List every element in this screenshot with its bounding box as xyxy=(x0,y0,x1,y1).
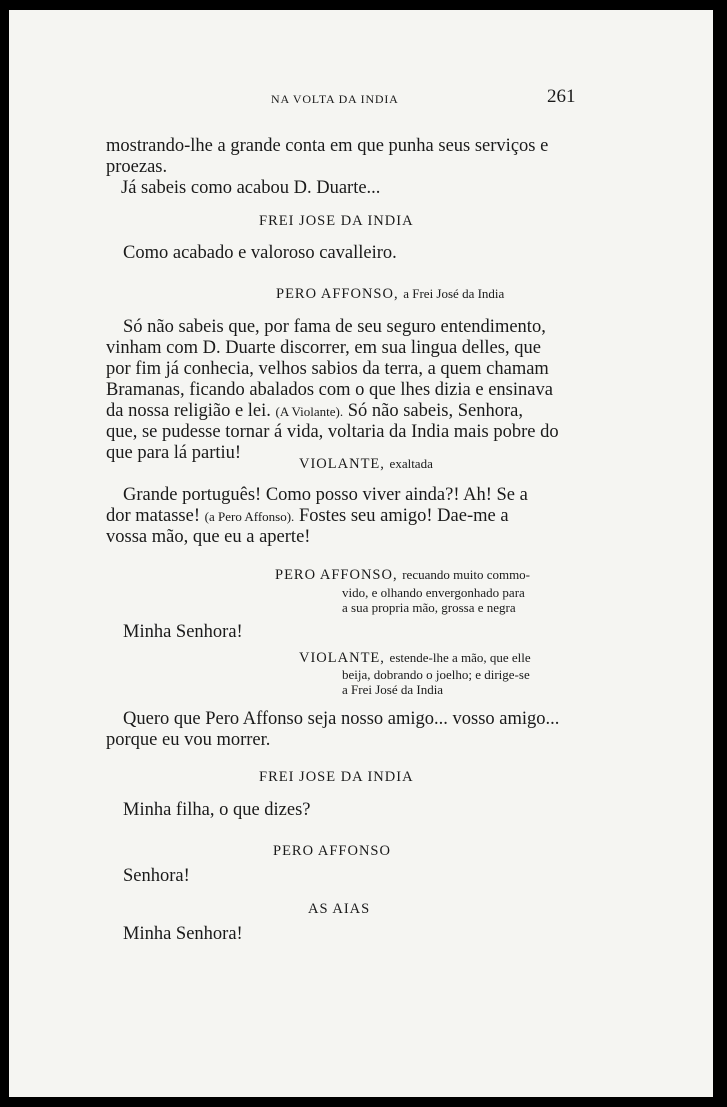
book-page xyxy=(9,10,713,1097)
stage-direction: a sua propria mão, grossa e negra xyxy=(342,600,516,615)
speaker-heading: FREI JOSE DA INDIA xyxy=(259,213,414,229)
text-line: Quero que Pero Affonso seja nosso amigo... vosso amigo... xyxy=(123,709,560,729)
text-span: Fostes seu amigo! Dae-me a xyxy=(298,506,509,526)
speaker-name: VIOLANTE, xyxy=(299,650,385,666)
speaker-name: VIOLANTE, xyxy=(299,456,385,472)
text-line: porque eu vou morrer. xyxy=(106,730,271,750)
stage-direction: a Frei José da India xyxy=(403,286,505,301)
speaker-heading: FREI JOSE DA INDIA xyxy=(259,769,414,785)
speaker-heading xyxy=(275,567,530,584)
text-span: da nossa religião e lei. xyxy=(106,401,271,421)
speaker-heading xyxy=(276,286,504,303)
text-line: mostrando-lhe a grande conta em que punha seus serviços e xyxy=(106,136,549,156)
stage-direction: vido, e olhando envergonhado para xyxy=(342,585,525,600)
page-number: 261 xyxy=(547,86,576,107)
text-line: vossa mão, que eu a aperte! xyxy=(106,527,311,547)
text-line: vinham com D. Duarte discorrer, em sua lingua delles, que xyxy=(106,338,541,358)
text-line: Grande português! Como posso viver ainda?! Ah! Se a xyxy=(123,485,528,505)
text-line: proezas. xyxy=(106,157,168,177)
text-line: por fim já conhecia, velhos sabios da terra, a quem chamam xyxy=(106,359,549,379)
speaker-heading: AS AIAS xyxy=(308,901,371,917)
text-line: Só não sabeis que, por fama de seu seguro entendimento, xyxy=(123,317,546,337)
text-line: Bramanas, ficando abalados com o que lhes dizia e ensinava xyxy=(106,380,553,400)
stage-direction: (A Violante). xyxy=(275,404,344,419)
text-line: que, se pudesse tornar á vida, voltaria da India mais pobre do xyxy=(106,422,559,442)
speaker-heading xyxy=(299,650,531,667)
stage-direction: recuando muito commo- xyxy=(402,567,531,582)
text-line: Minha Senhora! xyxy=(123,622,243,642)
speaker-name: PERO AFFONSO, xyxy=(275,567,398,583)
stage-direction: estende-lhe a mão, que elle xyxy=(389,650,531,665)
stage-direction: beija, dobrando o joelho; e dirige-se xyxy=(342,667,530,682)
speaker-heading: PERO AFFONSO xyxy=(273,843,391,859)
text-line: que para lá partiu! xyxy=(106,443,242,463)
speaker-name: PERO AFFONSO, xyxy=(276,286,399,302)
text-line: Minha filha, o que dizes? xyxy=(123,800,311,820)
stage-direction: exaltada xyxy=(389,456,433,471)
text-span: dor matasse! xyxy=(106,506,201,526)
stage-direction: (a Pero Affonso). xyxy=(204,509,295,524)
text-line: Já sabeis como acabou D. Duarte... xyxy=(121,178,381,198)
text-span: Só não sabeis, Senhora, xyxy=(347,401,523,421)
text-line: Senhora! xyxy=(123,866,190,886)
text-line xyxy=(106,401,523,422)
running-title: NA VOLTA DA INDIA xyxy=(271,92,399,106)
text-line: Minha Senhora! xyxy=(123,924,243,944)
speaker-heading xyxy=(299,456,433,473)
text-line xyxy=(106,506,509,527)
text-line: Como acabado e valoroso cavalleiro. xyxy=(123,243,397,263)
stage-direction: a Frei José da India xyxy=(342,682,444,697)
